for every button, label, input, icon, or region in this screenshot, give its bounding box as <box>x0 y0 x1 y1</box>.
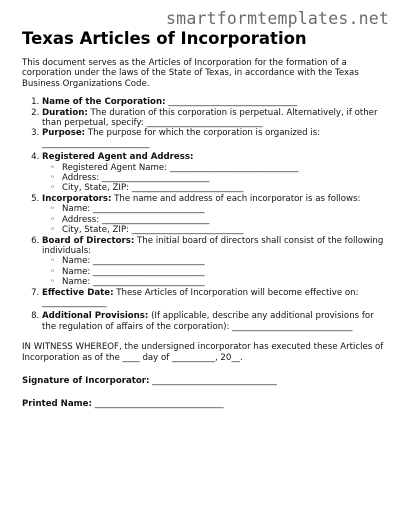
item-text[interactable]: The duration of this corporation is perpetual. Alternatively, if other than perpetual, specify: ___________________________ <box>42 107 378 129</box>
incorporator-name-field[interactable]: ◦ Name: __________________________ <box>50 204 388 214</box>
intro-paragraph: This document serves as the Articles of Incorporation for the formation of a corporation under the laws of the State of Texas, in accordance with the Texas Business Organizations Code. <box>22 58 359 89</box>
sub-list <box>42 256 388 287</box>
item-label: Effective Date: <box>42 287 114 298</box>
document-title: Texas Articles of Incorporation <box>22 29 307 48</box>
printed-name-blank[interactable]: ______________________________ <box>91 399 224 410</box>
item-incorporators <box>42 194 388 236</box>
item-label: Incorporators: <box>42 193 112 204</box>
item-text[interactable]: ______________________________ <box>165 97 298 108</box>
sub-list <box>42 204 388 235</box>
effective-date-blank[interactable]: _______________ <box>42 297 107 308</box>
sub-list <box>42 163 388 194</box>
witness-paragraph: IN WITNESS WHEREOF, the undersigned incorporator has executed these Articles of Incorporation as of the ____ day of __________, 20__. <box>22 342 384 363</box>
signature-label: Signature of Incorporator: <box>22 375 150 386</box>
item-label: Additional Provisions: <box>42 311 149 322</box>
item-label: Board of Directors: <box>42 235 135 246</box>
item-label: Purpose: <box>42 128 86 139</box>
item-effective-date <box>42 288 388 309</box>
item-text[interactable]: (If applicable, describe any additional provisions for the regulation of affairs of the corporation): ____________________________ <box>42 311 374 332</box>
item-registered-agent <box>42 152 388 194</box>
printed-name-line <box>22 399 388 409</box>
document-body <box>22 30 388 410</box>
item-label: Registered Agent and Address: <box>42 152 194 163</box>
item-additional-provisions <box>42 311 388 332</box>
incorporator-address-field[interactable]: ◦ Address: _________________________ <box>50 215 388 225</box>
item-text: The initial board of directors shall consist of the following individuals: <box>42 235 384 256</box>
item-text: The purpose for which the corporation is organized is: <box>85 128 321 139</box>
printed-name-label: Printed Name: <box>22 399 92 410</box>
item-label: Name of the Corporation: <box>42 97 166 108</box>
agent-city-field[interactable]: ◦ City, State, ZIP: __________________________ <box>50 183 388 193</box>
director-name-field[interactable]: ◦ Name: __________________________ <box>50 277 388 287</box>
director-name-field[interactable]: ◦ Name: __________________________ <box>50 267 388 277</box>
item-purpose <box>42 128 388 149</box>
agent-address-field[interactable]: ◦ Address: _________________________ <box>50 173 388 183</box>
signature-line <box>22 376 388 386</box>
item-label: Duration: <box>42 107 88 118</box>
director-name-field[interactable]: ◦ Name: __________________________ <box>50 256 388 266</box>
signature-blank[interactable]: _____________________________ <box>149 375 277 386</box>
item-duration <box>42 108 388 129</box>
articles-list <box>22 97 388 332</box>
item-board-of-directors <box>42 236 388 288</box>
agent-name-field[interactable]: ◦ Registered Agent Name: ______________________________ <box>50 163 388 173</box>
item-text: These Articles of Incorporation will become effective on: <box>113 287 359 298</box>
incorporator-city-field[interactable]: ◦ City, State, ZIP: __________________________ <box>50 225 388 235</box>
purpose-blank[interactable]: _________________________ <box>42 138 150 149</box>
item-corporation-name <box>42 97 388 107</box>
site-watermark: smartformtemplates.net <box>166 9 389 28</box>
item-text: The name and address of each incorporator is as follows: <box>111 193 361 204</box>
